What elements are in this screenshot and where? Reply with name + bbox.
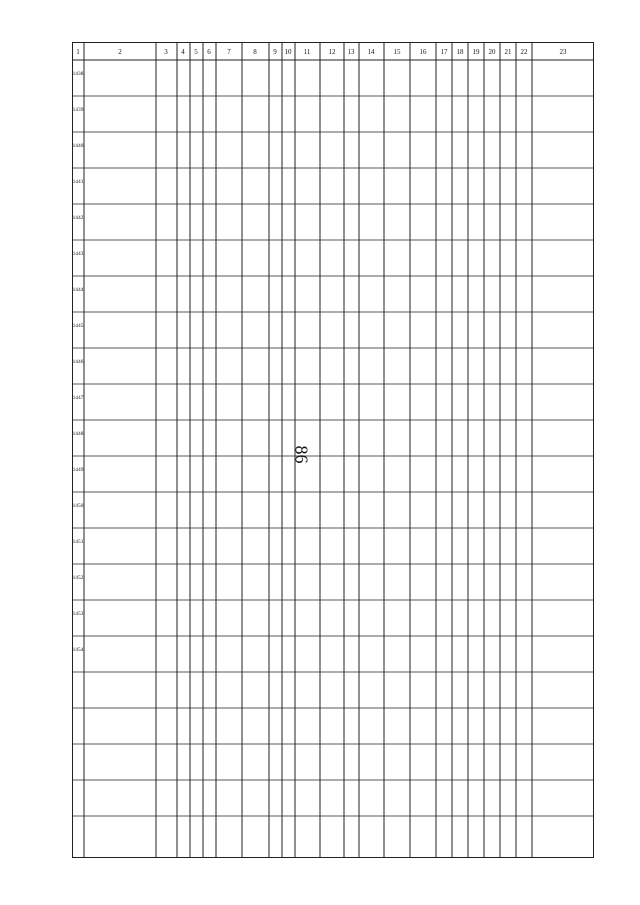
row-id: 1438 xyxy=(72,71,84,77)
row-id: 1449 xyxy=(72,467,84,473)
header-cell-11: 11 xyxy=(303,48,311,56)
row-id: 1450 xyxy=(72,503,84,509)
table-row xyxy=(73,539,84,545)
row-id: 1439 xyxy=(72,107,84,113)
table-grid xyxy=(72,42,594,858)
table-row xyxy=(73,179,84,185)
header-cell-16: 16 xyxy=(419,48,427,56)
header-cell-23: 23 xyxy=(559,48,567,56)
table-sheet xyxy=(72,42,594,858)
header-cell-13: 13 xyxy=(347,48,355,56)
table-wrap xyxy=(72,42,594,858)
header-cell-14: 14 xyxy=(367,48,375,56)
table-row xyxy=(73,575,84,581)
row-id: 1448 xyxy=(72,431,84,437)
header-row xyxy=(76,48,567,56)
row-id: 1445 xyxy=(72,323,84,329)
header-cell-9: 9 xyxy=(273,48,277,56)
header-cell-4: 4 xyxy=(181,48,185,56)
header-cell-12: 12 xyxy=(328,48,336,56)
row-id: 1440 xyxy=(72,143,84,149)
table-row xyxy=(73,107,84,113)
header-cell-10: 10 xyxy=(284,48,292,56)
table-row xyxy=(73,287,84,293)
header-cell-21: 21 xyxy=(504,48,512,56)
header-cell-7: 7 xyxy=(227,48,231,56)
table-row xyxy=(73,503,84,509)
header-cell-18: 18 xyxy=(456,48,464,56)
header-cell-17: 17 xyxy=(440,48,448,56)
body-rows xyxy=(73,71,84,653)
header-cell-6: 6 xyxy=(207,48,211,56)
table-row xyxy=(73,467,84,473)
header-cell-8: 8 xyxy=(253,48,257,56)
table-row xyxy=(73,611,84,617)
header-cell-20: 20 xyxy=(488,48,496,56)
header-cell-19: 19 xyxy=(472,48,480,56)
row-id: 1451 xyxy=(72,539,84,545)
header-cell-5: 5 xyxy=(194,48,198,56)
row-id: 1443 xyxy=(72,251,84,257)
row-id: 1454 xyxy=(72,647,84,653)
row-id: 1452 xyxy=(72,575,84,581)
table-row xyxy=(73,323,84,329)
header-cell-2: 2 xyxy=(118,48,122,56)
table-row xyxy=(73,143,84,149)
table-row xyxy=(73,647,84,653)
table-row xyxy=(73,431,84,437)
header-cell-22: 22 xyxy=(520,48,528,56)
row-id: 1442 xyxy=(72,215,84,221)
row-id: 1447 xyxy=(72,395,84,401)
table-row xyxy=(73,395,84,401)
row-id: 1446 xyxy=(72,359,84,365)
table-row xyxy=(73,71,84,77)
table-row xyxy=(73,215,84,221)
row-id: 1441 xyxy=(72,179,84,185)
table-row xyxy=(73,359,84,365)
row-id: 1444 xyxy=(72,287,84,293)
header-cell-1: 1 xyxy=(76,48,80,56)
table-row xyxy=(73,251,84,257)
header-cell-3: 3 xyxy=(164,48,168,56)
page-number: 86 xyxy=(291,445,312,464)
row-id: 1453 xyxy=(72,611,84,617)
header-cell-15: 15 xyxy=(393,48,401,56)
